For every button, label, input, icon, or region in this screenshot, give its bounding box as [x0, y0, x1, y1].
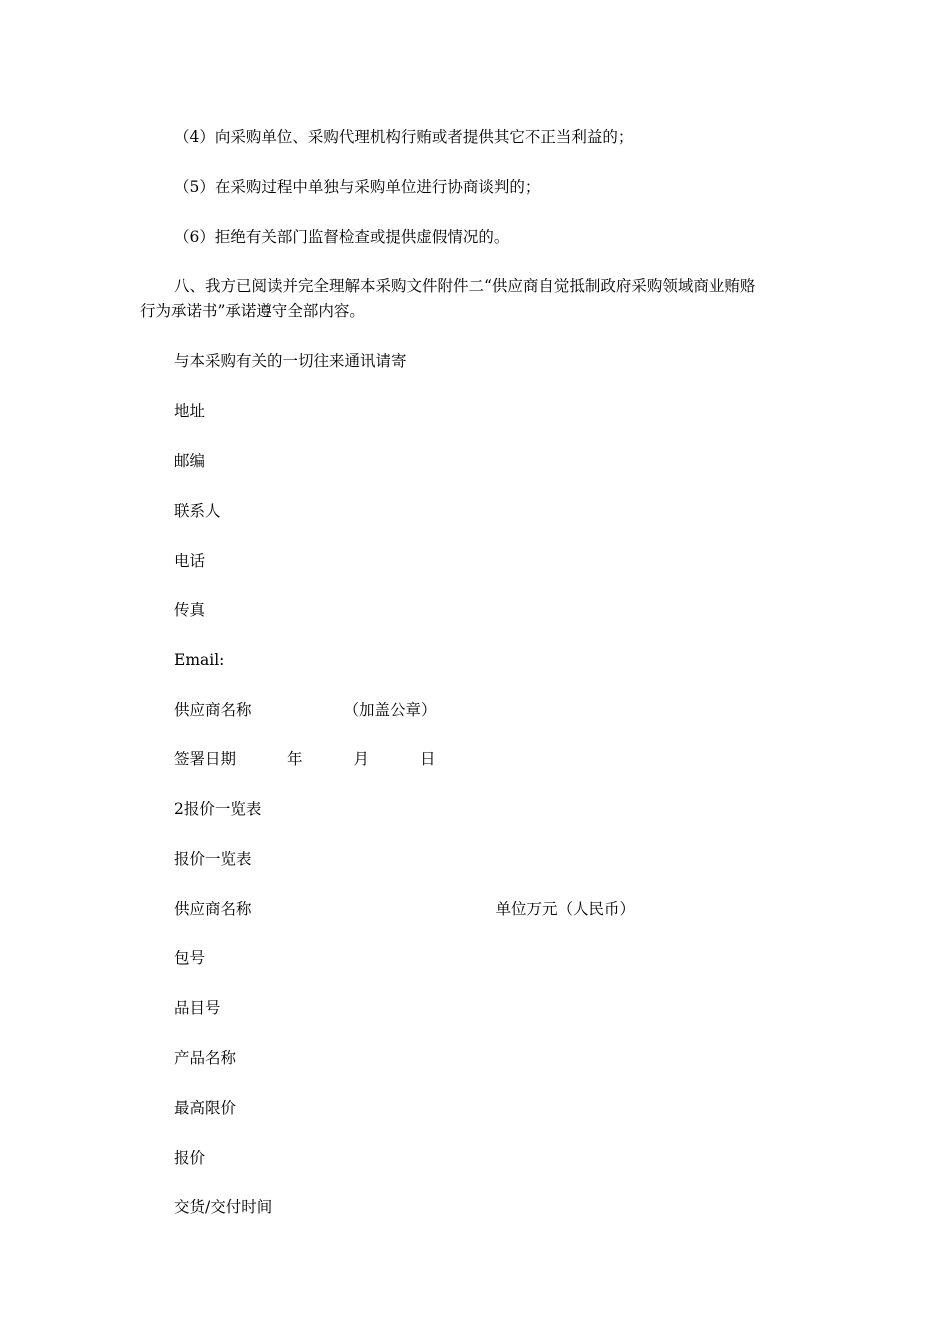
clause-8-line-1: 八、我方已阅读并完全理解本采购文件附件二“供应商自觉抵制政府采购领域商业贿赂 — [174, 277, 756, 295]
supplier-signature-row — [140, 698, 820, 723]
delivery-time-label: 交货/交付时间 — [174, 1198, 273, 1216]
month-label: 月 — [353, 750, 370, 768]
quote-supplier-row — [140, 897, 820, 922]
max-price-label: 最高限价 — [174, 1099, 237, 1117]
seal-note: （加盖公章） — [343, 701, 437, 719]
year-label: 年 — [287, 750, 303, 768]
phone-label: 电话 — [174, 552, 206, 570]
clause-6: （6）拒绝有关部门监督检查或提供虚假情况的。 — [174, 228, 510, 246]
currency-unit-note: 单位万元（人民币） — [495, 900, 636, 918]
fax-label: 传真 — [174, 601, 206, 619]
item-number-label: 品目号 — [174, 999, 221, 1017]
contact-intro: 与本采购有关的一切往来通讯请寄 — [174, 352, 407, 370]
package-number-label: 包号 — [174, 949, 206, 967]
day-label: 日 — [420, 750, 436, 768]
postcode-label: 邮编 — [174, 452, 206, 470]
supplier-name-label: 供应商名称 — [174, 701, 252, 719]
clause-5: （5）在采购过程中单独与采购单位进行协商谈判的； — [174, 178, 541, 196]
email-label: Email: — [174, 651, 225, 669]
quote-price-label: 报价 — [174, 1149, 206, 1167]
contact-person-label: 联系人 — [174, 502, 221, 520]
signing-date-label: 签署日期 — [174, 750, 237, 768]
clause-8-line-2: 行为承诺书”承诺遵守全部内容。 — [140, 302, 365, 320]
quote-supplier-label: 供应商名称 — [174, 900, 252, 918]
signing-date-row — [140, 747, 820, 772]
product-name-label: 产品名称 — [174, 1049, 237, 1067]
quote-table-title: 报价一览表 — [174, 850, 252, 868]
clause-4: （4）向采购单位、采购代理机构行贿或者提供其它不正当利益的； — [174, 128, 634, 146]
section-heading: 2报价一览表 — [174, 800, 262, 818]
address-label: 地址 — [174, 402, 206, 420]
